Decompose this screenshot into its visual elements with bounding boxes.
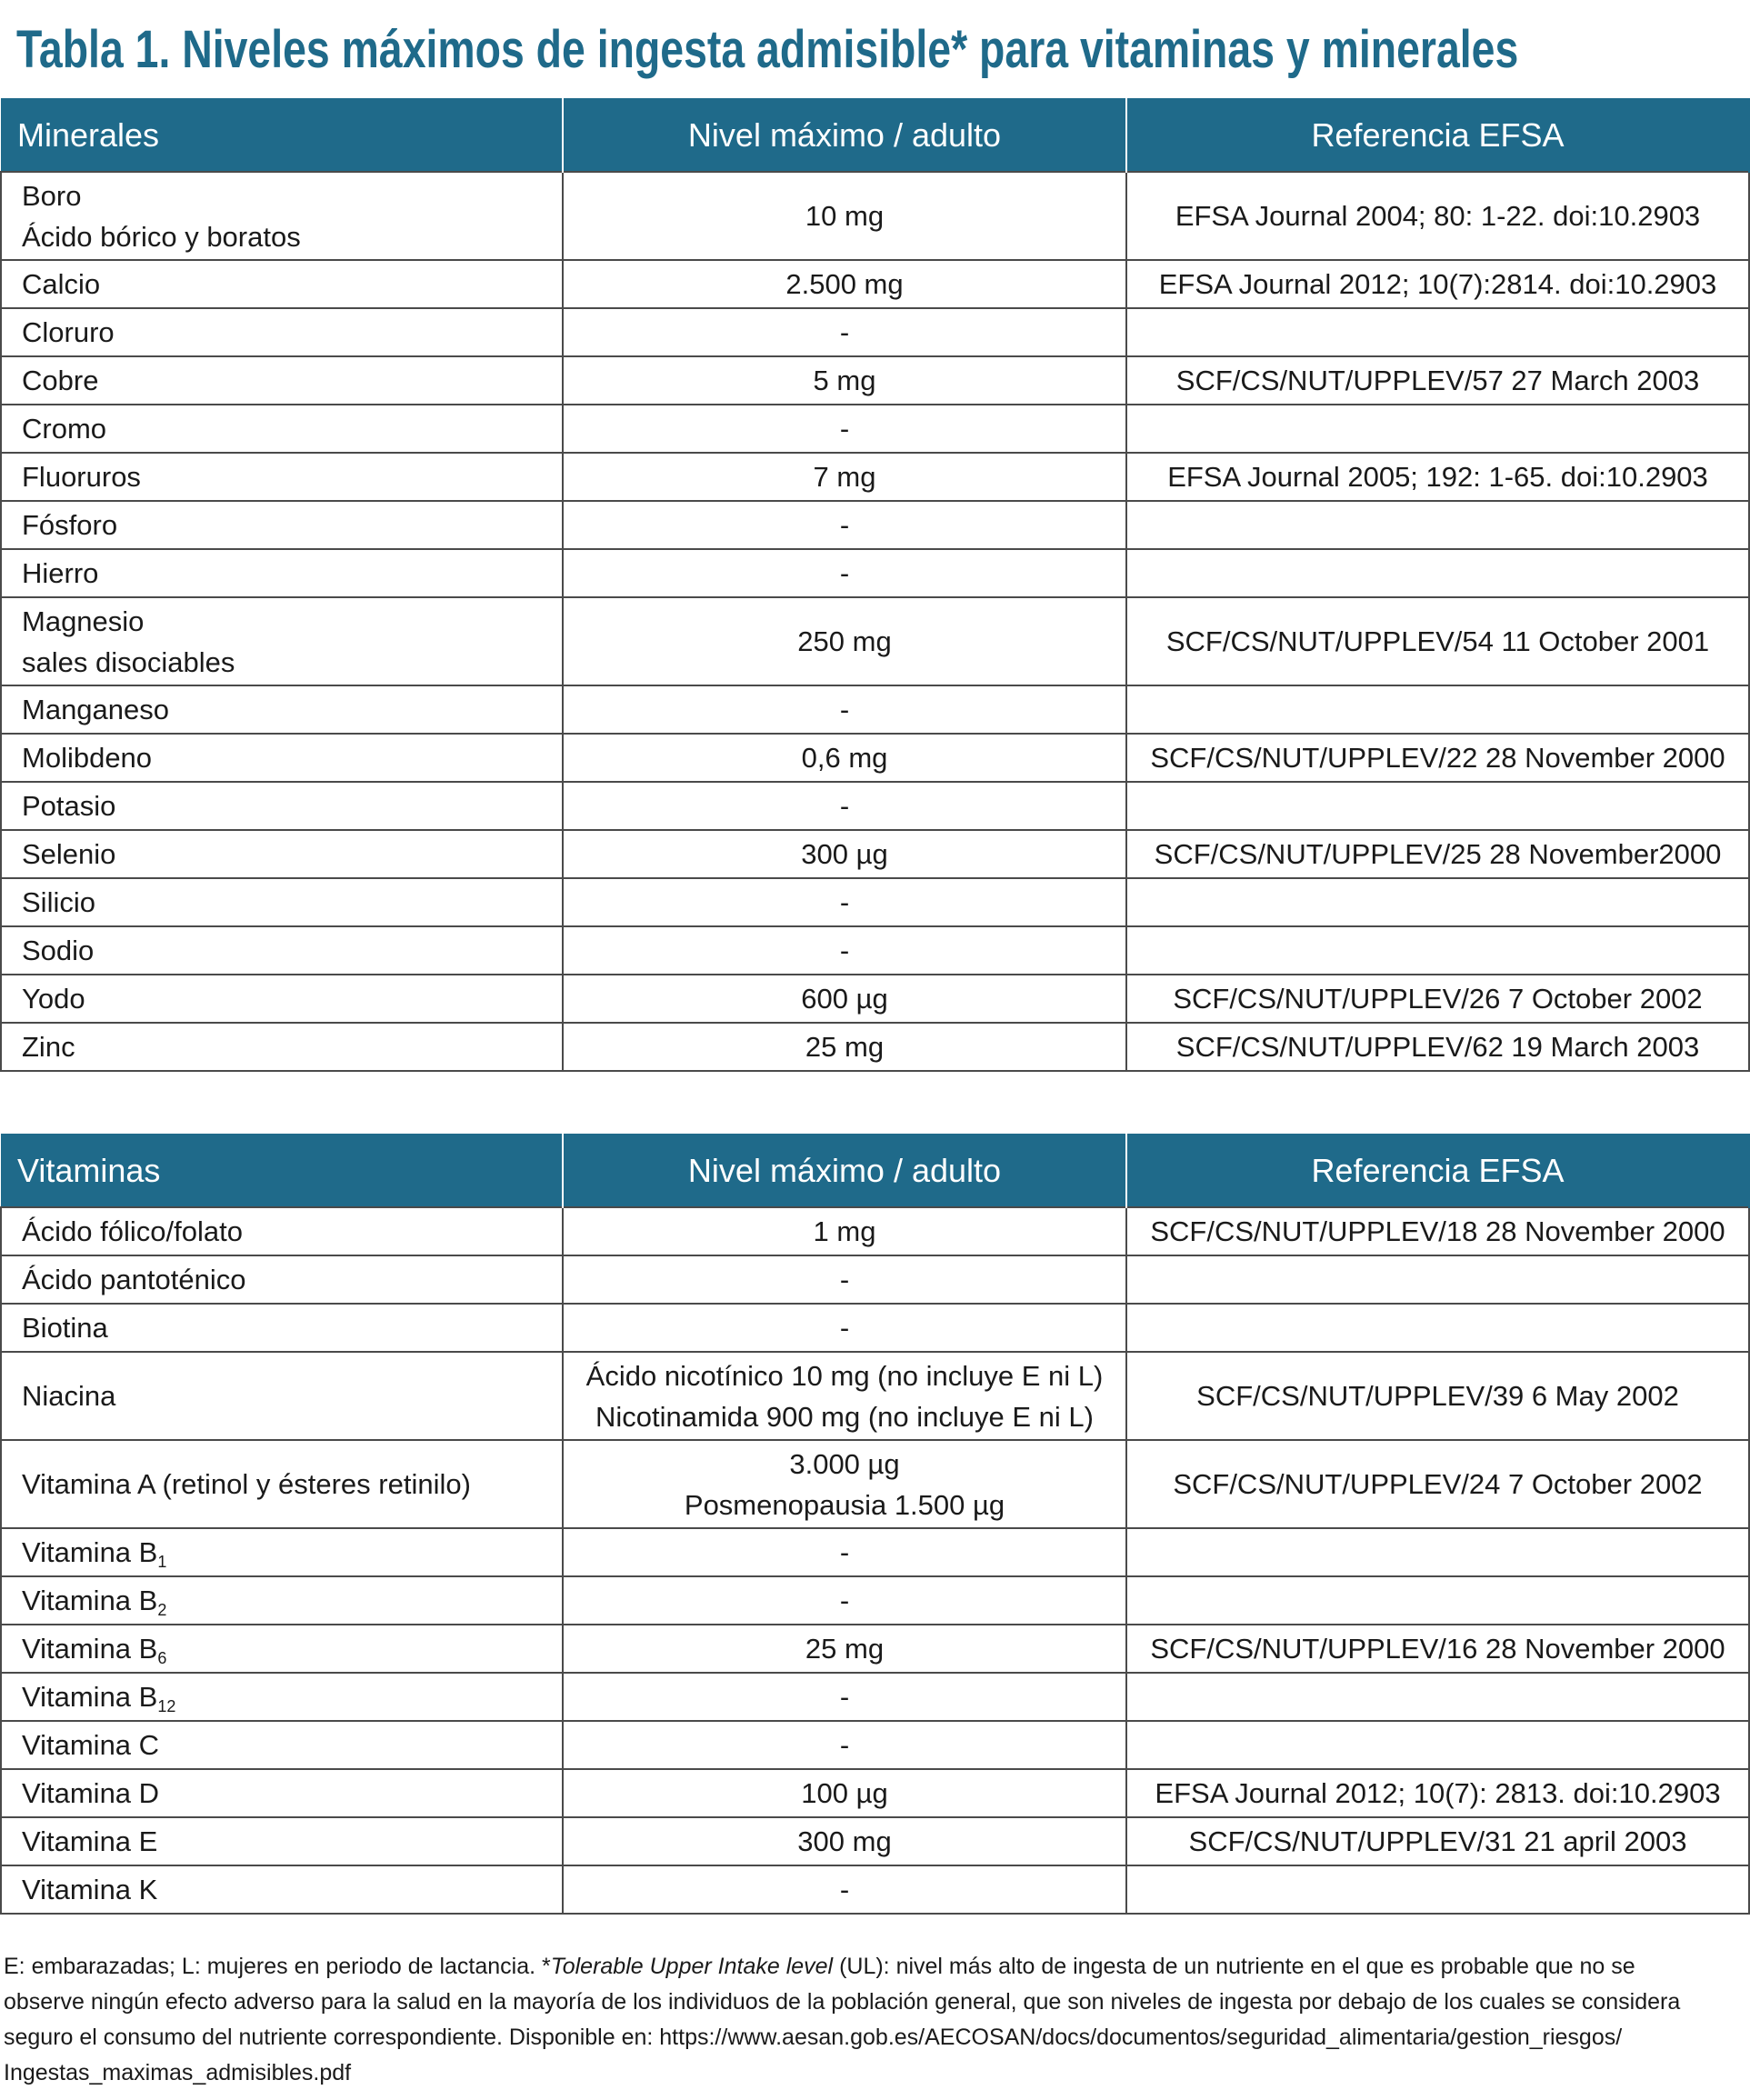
efsa-reference: EFSA Journal 2004; 80: 1-22. doi:10.2903 (1126, 172, 1749, 260)
max-level: - (563, 1576, 1126, 1625)
table-row (1, 405, 1749, 453)
efsa-reference (1126, 308, 1749, 356)
max-level: - (563, 405, 1126, 453)
nutrient-subscript: 6 (157, 1649, 167, 1667)
nutrient-name: Calcio (1, 260, 563, 308)
max-level: 25 mg (563, 1023, 1126, 1071)
nutrient-name: Cobre (1, 356, 563, 405)
efsa-reference (1126, 1673, 1749, 1721)
nutrient-name (1, 172, 563, 260)
efsa-reference (1126, 926, 1749, 975)
header-referencia-efsa: Referencia EFSA (1126, 99, 1749, 172)
footnote-italic-term: Tolerable Upper Intake level (550, 1954, 834, 1979)
nutrient-name: Biotina (1, 1304, 563, 1352)
efsa-reference: SCF/CS/NUT/UPPLEV/57 27 March 2003 (1126, 356, 1749, 405)
nutrient-name: Fósforo (1, 501, 563, 549)
nutrient-name: Vitamina K (1, 1865, 563, 1914)
efsa-reference (1126, 1255, 1749, 1304)
max-level: 25 mg (563, 1625, 1126, 1673)
table-row (1, 1576, 1749, 1625)
nutrient-subscript: 12 (157, 1697, 176, 1715)
nutrient-name: Yodo (1, 975, 563, 1023)
nutrient-name (1, 1673, 563, 1721)
footnote-part-1: E: embarazadas; L: mujeres en periodo de lactancia. * (4, 1954, 551, 1979)
nutrient-subscript: 1 (157, 1553, 167, 1571)
table-row (1, 1352, 1749, 1440)
efsa-reference: SCF/CS/NUT/UPPLEV/25 28 November2000 (1126, 830, 1749, 878)
header-nivel-maximo: Nivel máximo / adulto (563, 1135, 1126, 1207)
max-level: - (563, 926, 1126, 975)
table-row (1, 782, 1749, 830)
table-row (1, 1023, 1749, 1071)
max-level: - (563, 1865, 1126, 1914)
max-level-line: Ácido nicotínico 10 mg (no incluye E ni L) (585, 1359, 1104, 1392)
efsa-reference (1126, 501, 1749, 549)
max-level: 600 µg (563, 975, 1126, 1023)
minerales-table (0, 98, 1750, 1072)
header-minerales: Minerales (1, 99, 563, 172)
vitaminas-header-row (1, 1135, 1749, 1207)
nutrient-name: Selenio (1, 830, 563, 878)
max-level: 300 mg (563, 1817, 1126, 1865)
efsa-reference (1126, 1721, 1749, 1769)
nutrient-name (1, 1528, 563, 1576)
efsa-reference: SCF/CS/NUT/UPPLEV/16 28 November 2000 (1126, 1625, 1749, 1673)
efsa-reference: SCF/CS/NUT/UPPLEV/24 7 October 2002 (1126, 1440, 1749, 1528)
table-row (1, 1207, 1749, 1255)
header-nivel-maximo: Nivel máximo / adulto (563, 99, 1126, 172)
nutrient-name: Ácido pantoténico (1, 1255, 563, 1304)
efsa-reference (1126, 782, 1749, 830)
efsa-reference (1126, 685, 1749, 734)
nutrient-name-text: Vitamina B (22, 1585, 158, 1616)
efsa-reference: EFSA Journal 2012; 10(7): 2813. doi:10.2903 (1126, 1769, 1749, 1817)
efsa-reference: SCF/CS/NUT/UPPLEV/62 19 March 2003 (1126, 1023, 1749, 1071)
table-row (1, 1817, 1749, 1865)
nutrient-name: Sodio (1, 926, 563, 975)
nutrient-name: Vitamina C (1, 1721, 563, 1769)
footnote (4, 1949, 1745, 2091)
table-row (1, 926, 1749, 975)
efsa-reference (1126, 878, 1749, 926)
table-row (1, 1673, 1749, 1721)
max-level: - (563, 1721, 1126, 1769)
nutrient-name: Vitamina A (retinol y ésteres retinilo) (1, 1440, 563, 1528)
header-vitaminas: Vitaminas (1, 1135, 563, 1207)
max-level: - (563, 782, 1126, 830)
table-row (1, 1721, 1749, 1769)
table-row (1, 1304, 1749, 1352)
efsa-reference: SCF/CS/NUT/UPPLEV/31 21 april 2003 (1126, 1817, 1749, 1865)
max-level: - (563, 501, 1126, 549)
efsa-reference: SCF/CS/NUT/UPPLEV/54 11 October 2001 (1126, 597, 1749, 685)
table-row (1, 172, 1749, 260)
efsa-reference (1126, 405, 1749, 453)
nutrient-name: Molibdeno (1, 734, 563, 782)
efsa-reference (1126, 1304, 1749, 1352)
footnote-line-3: seguro el consumo del nutriente correspondiente. Disponible en: https://www.aesan.gob.es/AECOSAN/docs/documentos/seguridad_alimentaria/gestion_riesgos/ (4, 2025, 1623, 2050)
nutrient-name-line: Boro (22, 179, 82, 212)
nutrient-name: Manganeso (1, 685, 563, 734)
efsa-reference (1126, 1576, 1749, 1625)
nutrient-name-line: Magnesio (22, 605, 145, 637)
max-level-line2: Nicotinamida 900 mg (no incluye E ni L) (595, 1400, 1094, 1433)
nutrient-name: Niacina (1, 1352, 563, 1440)
nutrient-name (1, 597, 563, 685)
max-level: - (563, 308, 1126, 356)
max-level (563, 1440, 1126, 1528)
efsa-reference: SCF/CS/NUT/UPPLEV/26 7 October 2002 (1126, 975, 1749, 1023)
nutrient-name: Cloruro (1, 308, 563, 356)
table-row (1, 501, 1749, 549)
max-level: 5 mg (563, 356, 1126, 405)
vitaminas-table (0, 1134, 1750, 1915)
max-level: - (563, 1673, 1126, 1721)
max-level: - (563, 549, 1126, 597)
nutrient-name: Ácido fólico/folato (1, 1207, 563, 1255)
table-row (1, 549, 1749, 597)
nutrient-name-line2: sales disociables (22, 645, 235, 678)
nutrient-name: Vitamina D (1, 1769, 563, 1817)
table-row (1, 734, 1749, 782)
max-level-line2: Posmenopausia 1.500 µg (684, 1488, 1005, 1521)
table-row (1, 685, 1749, 734)
max-level: 1 mg (563, 1207, 1126, 1255)
table-row (1, 1528, 1749, 1576)
table-row (1, 1865, 1749, 1914)
max-level: 300 µg (563, 830, 1126, 878)
max-level: - (563, 685, 1126, 734)
max-level: 0,6 mg (563, 734, 1126, 782)
efsa-reference (1126, 549, 1749, 597)
nutrient-name (1, 1625, 563, 1673)
footnote-part-2: (UL): nivel más alto de ingesta de un nutriente en el que es probable que no se (833, 1954, 1635, 1979)
nutrient-name-text: Vitamina B (22, 1681, 158, 1713)
max-level: 10 mg (563, 172, 1126, 260)
max-level: - (563, 878, 1126, 926)
nutrient-name-line2: Ácido bórico y boratos (22, 220, 301, 253)
footnote-line-2: observe ningún efecto adverso para la salud en la mayoría de los individuos de la población general, que son niveles de ingesta por debajo de los cuales se considera (4, 1989, 1681, 2015)
max-level: - (563, 1528, 1126, 1576)
nutrient-name: Cromo (1, 405, 563, 453)
table-row (1, 1769, 1749, 1817)
table-row (1, 1255, 1749, 1304)
nutrient-name (1, 1576, 563, 1625)
efsa-reference (1126, 1528, 1749, 1576)
nutrient-name: Fluoruros (1, 453, 563, 501)
table-row (1, 597, 1749, 685)
table-row (1, 878, 1749, 926)
nutrient-name: Silicio (1, 878, 563, 926)
table-row (1, 830, 1749, 878)
max-level: 100 µg (563, 1769, 1126, 1817)
table-row (1, 260, 1749, 308)
table-row (1, 356, 1749, 405)
max-level: - (563, 1304, 1126, 1352)
max-level: 2.500 mg (563, 260, 1126, 308)
nutrient-name: Hierro (1, 549, 563, 597)
efsa-reference: SCF/CS/NUT/UPPLEV/22 28 November 2000 (1126, 734, 1749, 782)
efsa-reference (1126, 1865, 1749, 1914)
max-level: - (563, 1255, 1126, 1304)
nutrient-name-text: Vitamina B (22, 1633, 158, 1665)
table-title: Tabla 1. Niveles máximos de ingesta admisible* para vitaminas y minerales (16, 20, 1519, 79)
header-referencia-efsa: Referencia EFSA (1126, 1135, 1749, 1207)
nutrient-name-text: Vitamina B (22, 1536, 158, 1568)
table-row (1, 1440, 1749, 1528)
efsa-reference: SCF/CS/NUT/UPPLEV/18 28 November 2000 (1126, 1207, 1749, 1255)
efsa-reference: SCF/CS/NUT/UPPLEV/39 6 May 2002 (1126, 1352, 1749, 1440)
nutrient-name: Zinc (1, 1023, 563, 1071)
max-level: 250 mg (563, 597, 1126, 685)
max-level-line: 3.000 µg (789, 1447, 900, 1480)
minerales-header-row (1, 99, 1749, 172)
nutrient-name: Potasio (1, 782, 563, 830)
max-level: 7 mg (563, 453, 1126, 501)
table-row (1, 975, 1749, 1023)
footnote-line-4: Ingestas_maximas_admisibles.pdf (4, 2060, 352, 2085)
table-row (1, 453, 1749, 501)
table-row (1, 1625, 1749, 1673)
footnote-line-1 (4, 1949, 1745, 1985)
efsa-reference: EFSA Journal 2012; 10(7):2814. doi:10.2903 (1126, 260, 1749, 308)
nutrient-name: Vitamina E (1, 1817, 563, 1865)
efsa-reference: EFSA Journal 2005; 192: 1-65. doi:10.2903 (1126, 453, 1749, 501)
nutrient-subscript: 2 (157, 1601, 167, 1619)
max-level (563, 1352, 1126, 1440)
table-row (1, 308, 1749, 356)
